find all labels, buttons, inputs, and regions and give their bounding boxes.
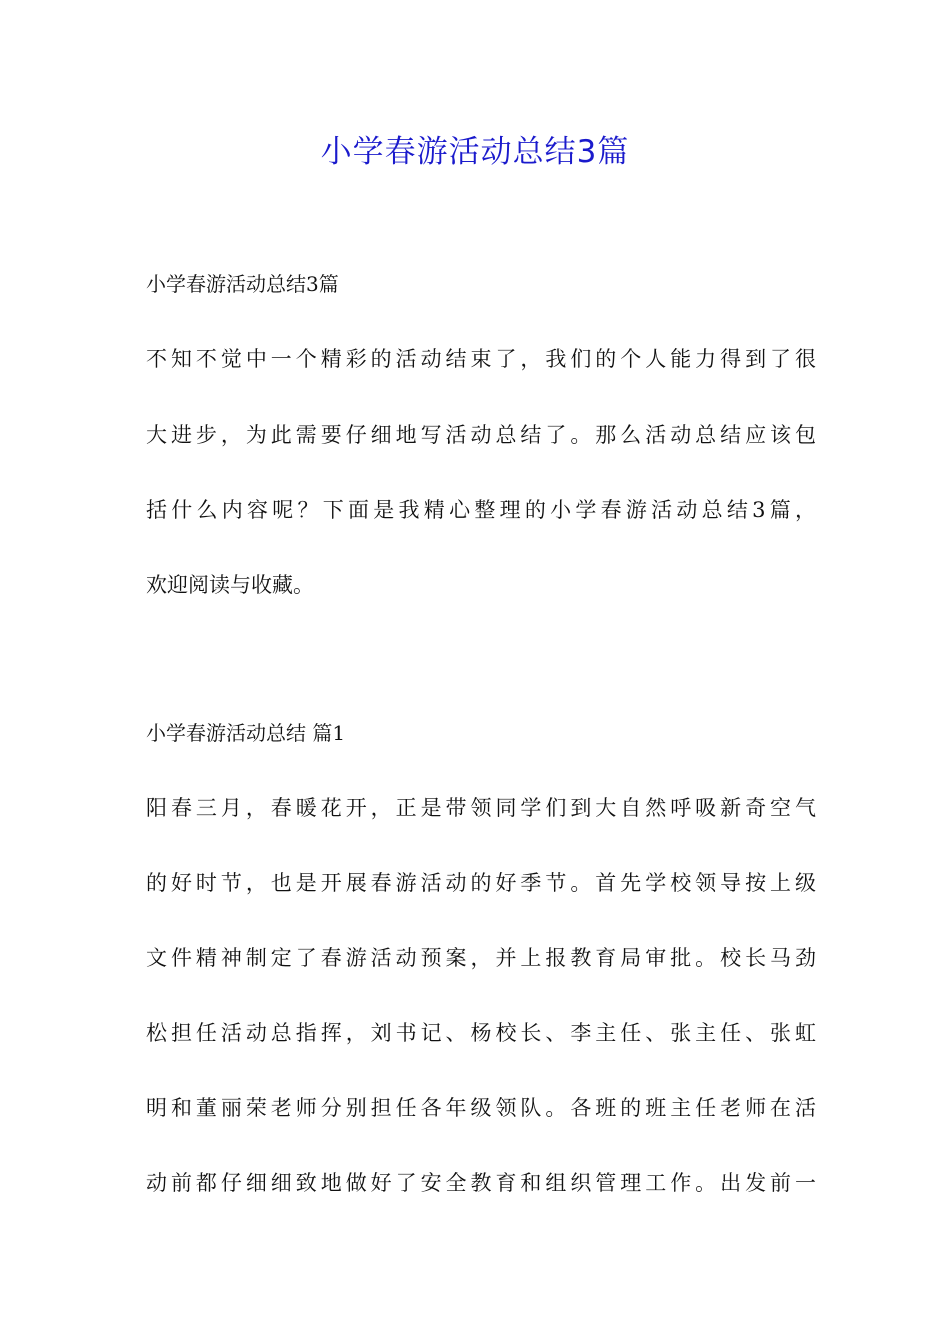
section-heading: 小学春游活动总结 篇1 [146,721,346,745]
document-title: 小学春游活动总结3篇 [320,134,630,170]
document-subtitle: 小学春游活动总结3篇 [146,272,339,296]
intro-line: 不知不觉中一个精彩的活动结束了，我们的个人能力得到了很 [146,347,816,371]
section-line: 的好时节，也是开展春游活动的好季节。首先学校领导按上级 [146,871,816,895]
section-line: 明和董丽荣老师分别担任各年级领队。各班的班主任老师在活 [146,1096,816,1120]
section-line: 动前都仔细细致地做好了安全教育和组织管理工作。出发前一 [146,1171,816,1195]
section-line: 文件精神制定了春游活动预案，并上报教育局审批。校长马劲 [146,946,816,970]
section-line: 松担任活动总指挥，刘书记、杨校长、李主任、张主任、张虹 [146,1021,816,1045]
intro-line: 大进步，为此需要仔细地写活动总结了。那么活动总结应该包 [146,423,816,447]
intro-line: 欢迎阅读与收藏。 [146,573,314,597]
section-line: 阳春三月，春暖花开，正是带领同学们到大自然呼吸新奇空气 [146,796,816,820]
intro-line: 括什么内容呢？下面是我精心整理的小学春游活动总结3篇， [146,498,816,522]
